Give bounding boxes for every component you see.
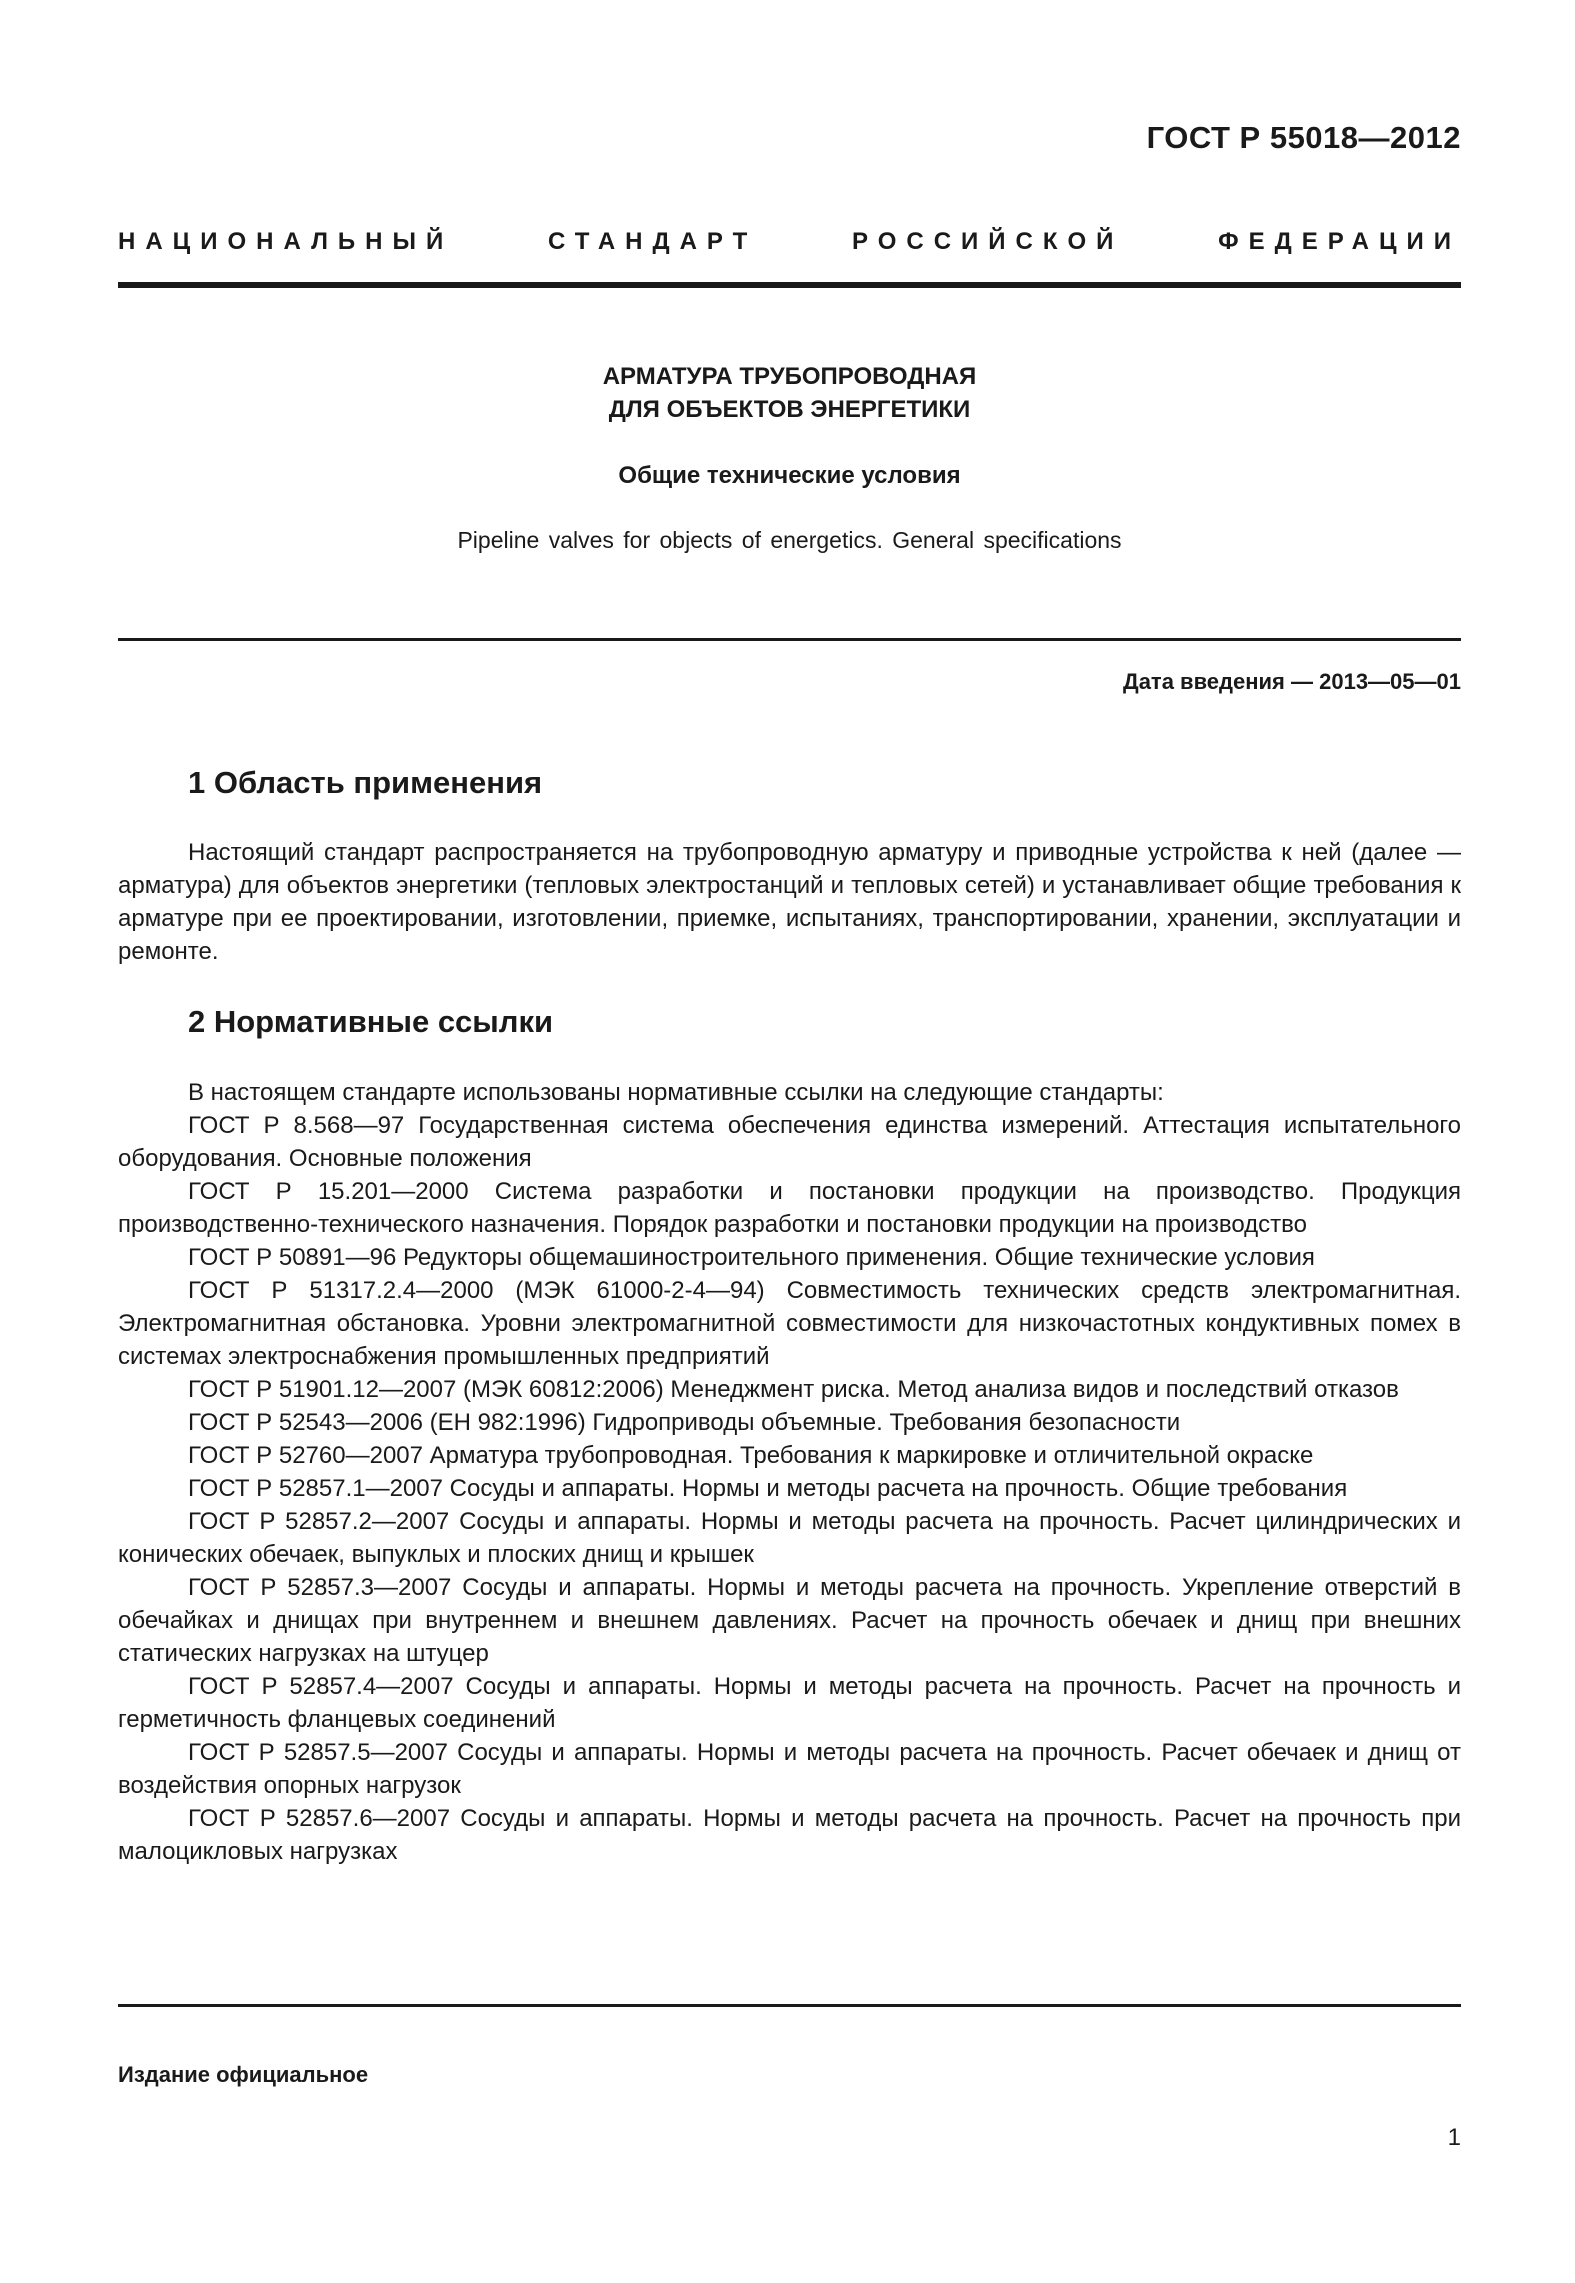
reference-item: ГОСТ Р 52857.1—2007 Сосуды и аппараты. Нормы и методы расчета на прочность. Общие требования [188, 1475, 1348, 1502]
official-edition-label: Издание официальное [118, 2062, 369, 2087]
header-rule [118, 282, 1461, 288]
reference-item: ГОСТ Р 8.568—97 Государственная система обеспечения единства измерений. Аттестация испытательного оборудования. Основные положения [118, 1112, 1461, 1172]
title-rule [118, 638, 1461, 641]
reference-item: ГОСТ Р 52857.4—2007 Сосуды и аппараты. Нормы и методы расчета на прочность. Расчет на прочность и герметичность фланцевых соединений [118, 1673, 1461, 1733]
section-1-body [118, 836, 1461, 968]
reference-item: ГОСТ Р 15.201—2000 Система разработки и постановки продукции на производство. Продукция производственно-технического назначения. Порядок разработки и постановки продукции на производство [118, 1178, 1461, 1238]
reference-item: ГОСТ Р 52857.5—2007 Сосуды и аппараты. Нормы и методы расчета на прочность. Расчет обечаек и днищ от воздействия опорных нагрузок [118, 1739, 1461, 1799]
document-subtitle: Общие технические условия [618, 462, 961, 489]
paragraph: В настоящем стандарте использованы нормативные ссылки на следующие стандарты: [188, 1079, 1164, 1106]
reference-item: ГОСТ Р 52857.3—2007 Сосуды и аппараты. Нормы и методы расчета на прочность. Укрепление отверстий в обечайках и днищах при внутреннем и внешнем давлениях. Расчет на прочность обечаек и днищ при внешних статических нагрузках на штуцер [118, 1574, 1461, 1667]
reference-item: ГОСТ Р 52857.6—2007 Сосуды и аппараты. Нормы и методы расчета на прочность. Расчет на прочность при малоцикловых нагрузках [118, 1805, 1461, 1865]
english-title: Pipeline valves for objects of energetics. General specifications [457, 527, 1122, 553]
reference-item: ГОСТ Р 51901.12—2007 (МЭК 60812:2006) Менеджмент риска. Метод анализа видов и последствий отказов [188, 1376, 1399, 1403]
introduction-date: Дата введения — 2013—05—01 [1123, 669, 1461, 694]
section-2-body [118, 1076, 1461, 1868]
reference-item: ГОСТ Р 52760—2007 Арматура трубопроводная. Требования к маркировке и отличительной окраске [188, 1442, 1314, 1469]
section-2-heading: 2 Нормативные ссылки [188, 1004, 554, 1039]
title-line-1: АРМАТУРА ТРУБОПРОВОДНАЯ [602, 363, 977, 390]
paragraph: Настоящий стандарт распространяется на трубопроводную арматуру и приводные устройства к ней (далее — арматура) для объектов энергетики (тепловых электростанций и тепловых сетей) и устанавливает общие требования к арматуре при ее проектировании, изготовлении, приемке, испытаниях, транспортировании, хранении, эксплуатации и ремонте. [118, 839, 1461, 965]
section-1-heading: 1 Область применения [188, 765, 543, 800]
reference-item: ГОСТ Р 51317.2.4—2000 (МЭК 61000-2-4—94) Совместимость технических средств электромагнитная. Электромагнитная обстановка. Уровни электромагнитной совместимости для низкочастотных кондуктивных помех в системах электроснабжения промышленных предприятий [118, 1277, 1461, 1370]
page-number: 1 [1447, 2124, 1461, 2151]
title-line-2: ДЛЯ ОБЪЕКТОВ ЭНЕРГЕТИКИ [608, 396, 971, 423]
reference-item: ГОСТ Р 52543—2006 (ЕН 982:1996) Гидроприводы объемные. Требования безопасности [188, 1409, 1181, 1436]
document-title [118, 360, 1461, 426]
national-standard-banner: НАЦИОНАЛЬНЫЙ СТАНДАРТ РОССИЙСКОЙ ФЕДЕРАЦИИ [118, 228, 1461, 255]
reference-item: ГОСТ Р 52857.2—2007 Сосуды и аппараты. Нормы и методы расчета на прочность. Расчет цилиндрических и конических обечаек, выпуклых и плоских днищ и крышек [118, 1508, 1461, 1568]
standard-designation: ГОСТ Р 55018—2012 [1146, 120, 1461, 155]
reference-item: ГОСТ Р 50891—96 Редукторы общемашиностроительного применения. Общие технические условия [188, 1244, 1315, 1271]
footer-rule [118, 2004, 1461, 2007]
